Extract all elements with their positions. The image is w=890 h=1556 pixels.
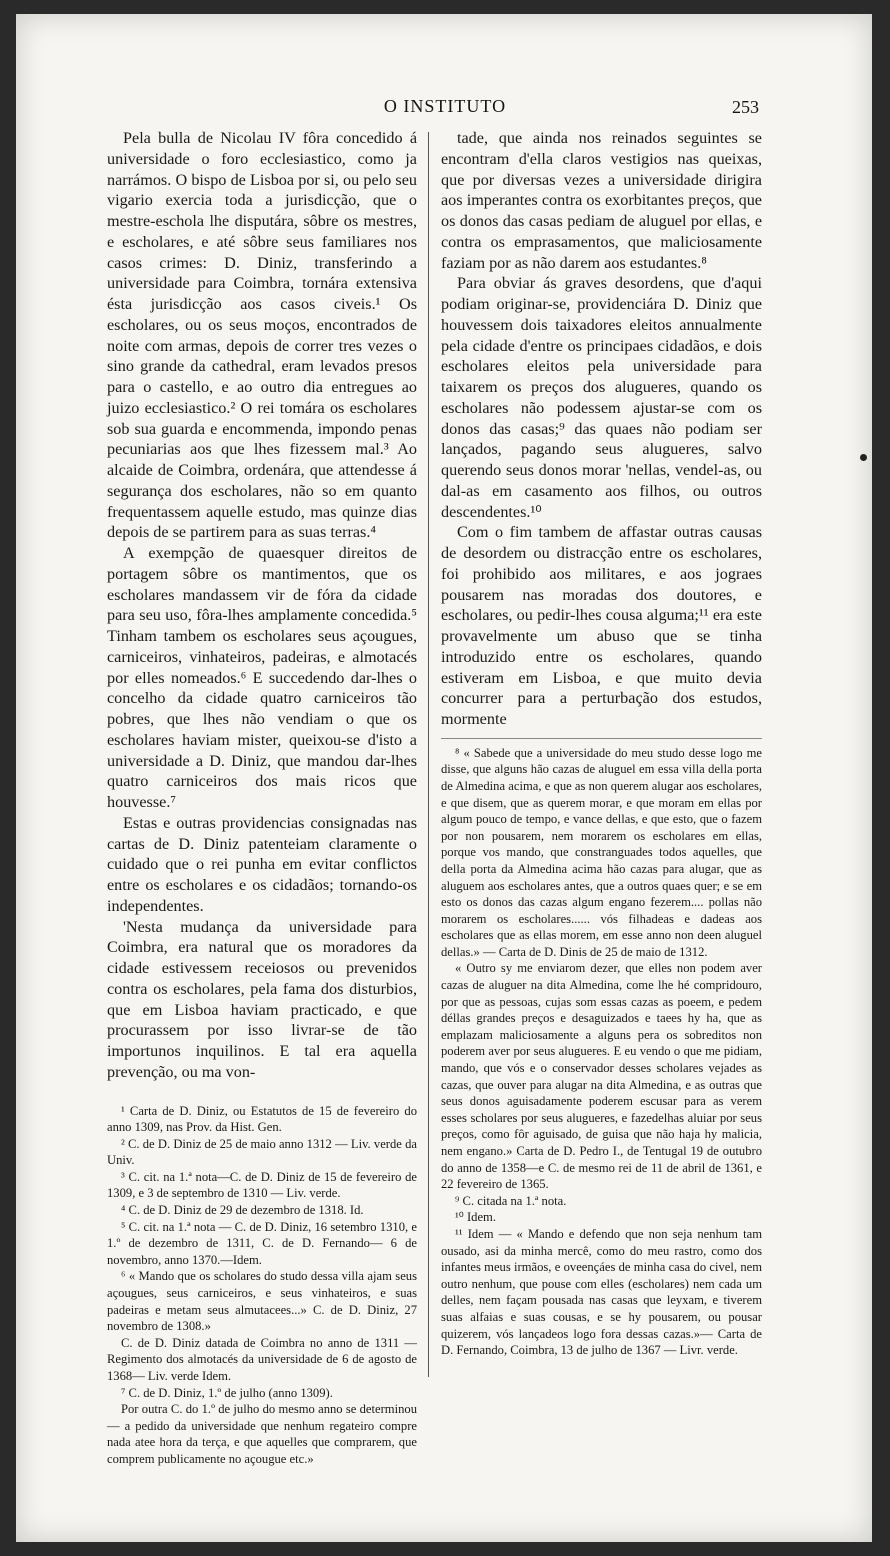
paragraph: Com o fim tambem de affastar outras causas de desordem ou distracção entre os escholares, foi prohibido aos militares, e aos jograes pousarem nas moradas dos doutores, e escholares, ou pedir-lhes cousa alguma;¹¹ era este provavelmente um abuso que se tinha introduzido entre os escholares, quando estiveram em Lisboa, e que muito devia concurrer para a perturbação dos estudos, mormente xyxy=(441,523,762,728)
footnote: ⁸ « Sabede que a universidade do meu studo desse logo me disse, que alguns hão cazas de aluguel em essa villa della porta de Almedina acima, e que as non querem alugar aos escholares, e que disem, que as querem morar, e que moram em ellas por algum pouco de tempo, e vance dellas, e que esto, que o fazem por non pousarem, nem morarem os escholares em ellas, porque vos mando, que constranguades todos aquelles, que della porta da Almedina acima hão cazas para alugar, que as aluguem aos escholares antes, que a outros quaes quer; e se em esto os donos das cazas algum engano fezerem.... pollas não morarem os escholares...... vós filhadeas e dadeas aos escholares que as ellas morem, em esse anno non deen aluguel dellas.» — Carta de D. Dinis de 25 de maio de 1312. xyxy=(441,745,762,959)
footnote: ¹⁰ Idem. xyxy=(455,1210,496,1225)
paragraph: Pela bulla de Nicolau IV fôra concedido á universidade o foro ecclesiastico, como ja narrámos. O bispo de Lisboa por si, ou pelo seu vigario exercia toda a jurisdicção, que o mestre-eschola lhe disputára, sôbre os mestres, e escholares, e até sôbre seus familiares nos casos crimes: D. Diniz, transferindo a universidade para Coimbra, tornára extensiva ésta jurisdicção aos casos civeis.¹ Os escholares, ou os seus moços, encontrados de noite com armas, depois de correr tres vezes o sino grande da cathedral, eram levados presos para o castello, e ao outro dia entregues ao juizo ecclesiastico.² O rei tomára os escholares sob sua guarda e encommenda, impondo penas pecuniarias aos que lhes fizessem mal.³ Ao alcaide de Coimbra, ordenára, que attendesse á segurança dos escholares, não so em quanto frequentassem aquelle estudo, mas quinze dias depois de se partirem para as suas terras.⁴ xyxy=(107,129,417,542)
right-column xyxy=(441,128,762,1359)
paragraph: tade, que ainda nos reinados seguintes se encontram d'ella claros vestigios nas queixas, que por diversas vezes a universidade dirigira aos imperantes contra os exorbitantes preços, que os donos das casas pediam de aluguel por ellas, e contra os emprasamentos, que maliciosamente faziam por as não darem aos estudantes.⁸ xyxy=(441,129,762,272)
right-body xyxy=(441,128,762,730)
footnote: C. de D. Diniz datada de Coimbra no anno de 1311 —Regimento dos almotacés da universidade de 6 de agosto de 1368— Liv. verde Idem. xyxy=(107,1335,417,1383)
running-header-title: O INSTITUTO xyxy=(383,96,507,116)
footnote: ⁷ C. de D. Diniz, 1.º de julho (anno 1309). xyxy=(121,1385,333,1400)
footnote: ⁶ « Mando que os scholares do studo dessa villa ajam seus açougues, seus carniceiros, e seus vinhateiros, e suas padeiras e metam seus almutacees...» C. de D. Diniz, 27 novembro de 1308.» xyxy=(107,1269,417,1334)
paragraph: Para obviar ás graves desordens, que d'aqui podiam originar-se, providenciára D. Diniz que houvessem dois taixadores eleitos annualmente pela cidade d'entre os principaes cidadãos, e dois escholares eleitos pela universidade para taixarem os preços dos alugueres, quando os escholares não podessem ajustar-se com os donos das casas;⁹ das quaes não podiam ser lançados, pagando seus alugueres, salvo querendo seus donos morar 'nellas, vendel-as, ou dal-as em casamento aos filhos, ou outros descendentes.¹⁰ xyxy=(441,274,762,521)
footnote: ² C. de D. Diniz de 25 de maio anno 1312 — Liv. verde da Univ. xyxy=(107,1136,417,1168)
page-number: 253 xyxy=(732,97,759,117)
left-footnotes xyxy=(107,1097,417,1468)
footnote: ¹ Carta de D. Diniz, ou Estatutos de 15 de fevereiro do anno 1309, nas Prov. da Hist. Gen. xyxy=(107,1103,417,1135)
column-separator xyxy=(428,132,429,1377)
footnote: ⁴ C. de D. Diniz de 29 de dezembro de 1318. Id. xyxy=(121,1203,364,1218)
footnote: « Outro sy me enviarom dezer, que elles non podem aver cazas de aluguer na dita Almedina, come lhe hé compridouro, por que as pessoas, cujas som essas cazas as poeem, e pedem déllas grandes preços e desaguizados e taees hy ha, que as emplazam maliciosamente a alguns pera os sobreditos non poderem aver por seus alugueres. E eu vendo o que me pidiam, mando, que vós e o conservador desses scholares vejades as cazas, que ouver para alugar na dita Almedina, e as outras que seus donos aguisadamente poderem escusar para as verem esses scholares por seus alugueres, e fazedelhas aluiar por seus preços, como fôr aguisado, de guisa que não haja hy malicia, nem engano.» Carta de D. Pedro I., de Tentugal 19 de outubro do anno de 1358—e C. de mesmo rei de 11 de abril de 1361, e 22 fevereiro de 1365. xyxy=(441,961,762,1192)
paragraph: Estas e outras providencias consignadas nas cartas de D. Diniz patenteiam claramente o cuidado que o rei punha em evitar conflictos entre os escholares e os cidadãos; tornando-os independentes. xyxy=(107,813,417,915)
paragraph: A exempção de quaesquer direitos de portagem sôbre os mantimentos, que os escholares mandassem vir de fóra da cidade para seu uso, fôra-lhes amplamente concedida.⁵ Tinham tambem os escholares seus açougues, carniceiros, vinhateiros, padeiras, e almotacés por elles nomeados.⁶ E succedendo dar-lhes o concelho da cidade quatro carniceiros tão pobres, que lhes não vendiam o que os escholares haviam mister, queixou-se d'isto a universidade a D. Diniz, que mandou dar-lhes quatro carniceiros dos mais ricos que houvesse.⁷ xyxy=(107,544,417,811)
left-column xyxy=(107,128,417,1468)
footnote: ⁵ C. cit. na 1.ª nota — C. de D. Diniz, 16 setembro 1310, e 1.º de dezembro de 1311, C. de D. Fernando— 6 de novembro, anno 1370.—Idem. xyxy=(107,1219,417,1267)
paragraph: 'Nesta mudança da universidade para Coimbra, era natural que os moradores da cidade estivessem receiosos ou prevenidos contra os escholares, pela fama dos disturbios, que em Lisboa haviam practicado, e que procurassem por isso livrar-se de tão importunos inquilinos. E tal era aquella prevenção, ou ma von- xyxy=(107,917,417,1081)
right-footnotes xyxy=(441,738,762,1359)
footnote: ¹¹ Idem — « Mando e defendo que non seja nenhum tam ousado, asi da minha mercê, como do meu rastro, como dos infantes meus irmãos, e oveençáes de minha casa do civel, nem outro nenhum, que pouse com elles (escholares) nem cada um delles, nem façam pousada nas casas que leyxam, e tiverem suas alfaias e suas cousas, e se hy pousarem, ou pousar quizerem, vós lançadeos logo fora dessas cazas.»— Carta de D. Fernando, Coimbra, 13 de julho de 1367 — Livr. verde. xyxy=(441,1226,762,1358)
left-body xyxy=(107,128,417,1083)
footnote: ⁹ C. citada na 1.ª nota. xyxy=(455,1193,567,1208)
footnote: ³ C. cit. na 1.ª nota—C. de D. Diniz de 15 de fevereiro de 1309, e 3 de septembro de 1310 — Liv. verde. xyxy=(107,1169,417,1201)
binding-hole xyxy=(860,454,867,461)
footnote: Por outra C. do 1.º de julho do mesmo anno se determinou — a pedido da universidade que nenhum regateiro compre nada atee hora da terça, e que aquelles que comprarem, que comprem publicamente no açougue etc.» xyxy=(107,1402,417,1466)
